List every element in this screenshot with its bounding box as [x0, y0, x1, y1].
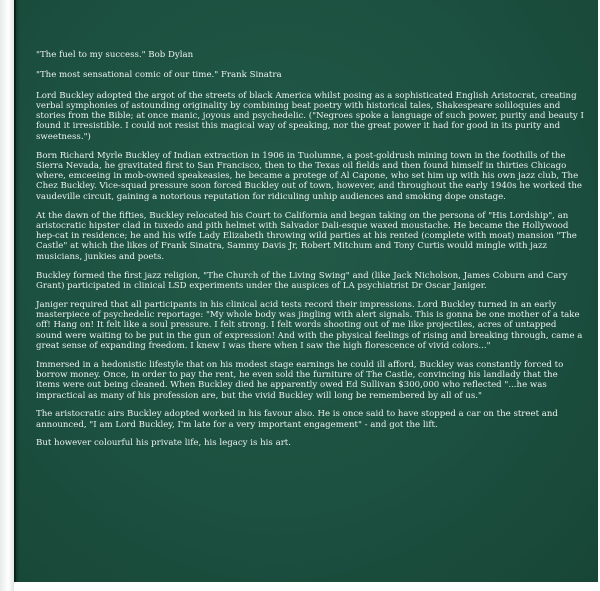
paragraph-fifties: At the dawn of the fifties, Buckley relocated his Court to California and began taking on the persona of "His Lordship", an aristocratic hipster clad in tuxedo and pith helmet with Salvador Dali-esque waxed moustache. He became the Hollywood hep-cat in residence; he and his wife Lady Elizabeth throwing wild parties at his rented (complete with moat) mansion "The Castle" at which the likes of Frank Sinatra, Sammy Davis Jr, Robert Mitchum and Tony Curtis would mingle with jazz musicians, junkies and poets.	[36, 210, 577, 262]
paragraph-hedonistic: Immersed in a hedonistic lifestyle that on his modest stage earnings he could ill afford, Buckley was constantly forced to borrow money. Once, in order to pay the rent, he even sold the furniture of The Castle, convincing his landlady that the items were out being cleaned. When Buckley died he apparently owed Ed Sullivan $300,000 who reflected "...he was impractical as many of his profession are, but the vivid Buckley will long be remembered by all of us."	[36, 359, 564, 401]
fold-shadow	[14, 0, 20, 582]
liner-notes	[36, 50, 584, 457]
paragraph-janiger: Janiger required that all participants in his clinical acid tests record their impressions. Lord Buckley turned in an early masterpiece of psychedelic reportage: "My whole body was jingling with alert signals. This is gonna be one mother of a take off! Hang on! It felt like a soul pressure. I felt strong. I felt words shooting out of me like projectiles, acres of untapped sound were waiting to be put in the gun of expression! And with the physical feelings of rising and breaking through, came a great sense of expanding freedom. I knew I was there when I saw the high florescence of vivid colors..."	[36, 299, 583, 351]
paragraph-born: Born Richard Myrle Buckley of Indian extraction in 1906 in Tuolumne, a post-goldrush mining town in the foothills of the Sierra Nevada, he gravitated first to San Francisco, then to the Texas oil fields and then found himself in thirties Chicago where, emceeing in mob-owned speakeasies, he became a protege of Al Capone, who set him up with his own jazz club, The Chez Buckley. Vice-squad pressure soon forced Buckley out of town, however, and throughout the early 1940s he worked the vaudeville circuit, gaining a notorious reputation for ridiculing unhip audiences and smoking dope onstage.	[36, 150, 582, 202]
quote-frank-sinatra: "The most sensational comic of our time." Frank Sinatra	[36, 70, 282, 81]
quote-bob-dylan: "The fuel to my success." Bob Dylan	[36, 50, 194, 60]
paragraph-legacy: But however colourful his private life, his legacy is his art.	[36, 438, 291, 449]
paragraph-aristocratic-airs: The aristocratic airs Buckley adopted worked in his favour also. He is once said to have stopped a car on the street and announced, "I am Lord Buckley, I'm late for a very important engagement" - and got the lift.	[36, 409, 558, 430]
paragraph-argot: Lord Buckley adopted the argot of the streets of black America whilst posing as a sophisticated English Aristocrat, creating verbal symphonies of astounding originality by combining beat poetry with historical tales, Shakespeare soliloquies and stories from the Bible; at once manic, joyous and psychedelic. ("Negroes spoke a language of such power, purity and beauty I found it irresistible. I could not resist this magical way of speaking, nor the great power it had for good in its purity and sweetness.")	[36, 90, 584, 142]
booklet-spine	[0, 0, 14, 591]
paragraph-jazz-religion: Buckley formed the first jazz religion, "The Church of the Living Swing" and (like Jack Nicholson, James Coburn and Cary Grant) participated in clinical LSD experiments under the auspices of LA psychiatrist Dr Oscar Janiger.	[36, 270, 568, 291]
